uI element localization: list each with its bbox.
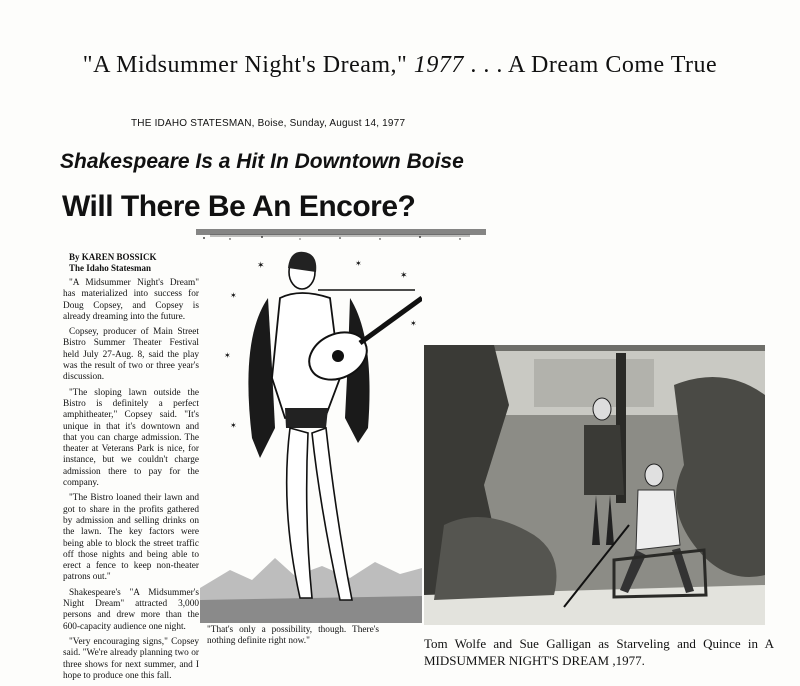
article-paragraph: "The sloping lawn outside the Bistro is definitely a perfect amphitheater," Copsey said. "It's unique in that it's downtown and that you can charge admission. The theater at Veterans Park is nice, for instance, but we couldn't charge admission there to pay for the company. (63, 387, 199, 489)
byline-org: The Idaho Statesman (69, 263, 152, 273)
page-title (0, 52, 800, 79)
article-paragraph: Shakespeare's "A Midsummer's Night Dream" attracted 3,000 persons and drew more than the 600-capacity audience one night. (63, 587, 199, 632)
page-title-tagline: . . . A Dream Come True (470, 52, 718, 78)
main-headline: Will There Be An Encore? (62, 190, 416, 223)
article-body (63, 278, 199, 686)
continued-quote: "That's only a possibility, though. There's nothing definite right now." (207, 625, 379, 646)
star-icon: ✶ (400, 270, 408, 280)
star-icon: ✶ (355, 259, 362, 268)
star-icon: ✶ (224, 351, 231, 360)
star-icon: ✶ (410, 319, 417, 328)
article-paragraph: "Very encouraging signs," Copsey said. "We're already planning two or three shows for next summer, and I hope to produce one this fall. (63, 636, 199, 681)
stage-photo (424, 345, 765, 625)
byline (69, 252, 157, 274)
star-icon: ✶ (230, 291, 237, 300)
star-icon: ✶ (230, 421, 237, 430)
byline-author: By KAREN BOSSICK (69, 252, 157, 262)
article-paragraph: "The Bistro loaned their lawn and got to share in the profits gathered by admission and selling drinks on the lawn. The key factors were being able to block the street traffic off those nights and being able to erect a fence to keep non-theater patrons out." (63, 493, 199, 583)
dateline: THE IDAHO STATESMAN, Boise, Sunday, August 14, 1977 (131, 118, 406, 129)
page-title-year: 1977 (413, 52, 464, 78)
star-icon: ✶ (257, 260, 265, 270)
article-paragraph: "A Midsummer Night's Dream" has materialized into success for Doug Copsey, and Copsey is already dreaming into the future. (63, 278, 199, 322)
article-paragraph: Copsey, producer of Main Street Bistro Summer Theater Festival held July 27-Aug. 8, said the play was the result of two or three year's discussion. (63, 327, 199, 383)
minstrel-illustration (200, 228, 422, 623)
page-title-play: "A Midsummer Night's Dream," (82, 52, 408, 78)
kicker-headline: Shakespeare Is a Hit In Downtown Boise (60, 150, 464, 173)
photo-caption: Tom Wolfe and Sue Galligan as Starveling and Quince in A MIDSUMMER NIGHT'S DREAM ,1977. (424, 636, 774, 668)
